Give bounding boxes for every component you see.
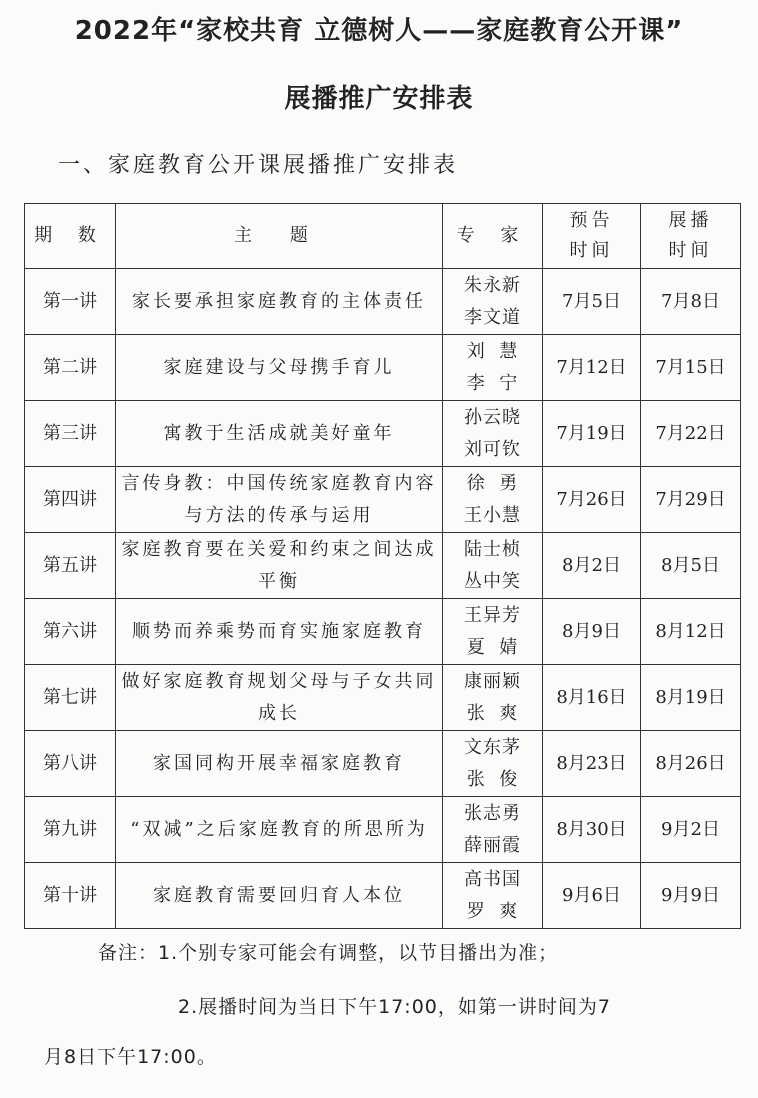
expert-name: 罗 爽 — [466, 900, 519, 922]
expert-name: 康丽颖 — [464, 670, 521, 692]
expert-name: 朱永新 — [464, 274, 521, 296]
topic-cell: 顺势而养乘势而育实施家庭教育 — [116, 599, 443, 665]
broadcast-time-cell: 7月15日 — [641, 335, 741, 401]
session-cell: 第七讲 — [25, 665, 116, 731]
table-header-row — [25, 204, 741, 269]
broadcast-time-cell: 7月22日 — [641, 401, 741, 467]
experts-cell — [443, 665, 543, 731]
topic-cell: 家庭教育需要回归育人本位 — [116, 863, 443, 929]
experts-cell — [443, 533, 543, 599]
session-cell: 第四讲 — [25, 467, 116, 533]
schedule-table — [24, 203, 741, 929]
topic-cell: 言传身教：中国传统家庭教育内容与方法的传承与运用 — [116, 467, 443, 533]
experts-cell — [443, 599, 543, 665]
preview-time-cell: 8月23日 — [543, 731, 641, 797]
session-cell: 第三讲 — [25, 401, 116, 467]
topic-cell: 寓教于生活成就美好童年 — [116, 401, 443, 467]
expert-name: 夏 婧 — [466, 636, 519, 658]
topic-cell: 家庭建设与父母携手育儿 — [116, 335, 443, 401]
preview-time-cell: 7月5日 — [543, 269, 641, 335]
session-cell: 第二讲 — [25, 335, 116, 401]
table-row — [25, 599, 741, 665]
table-row — [25, 533, 741, 599]
header-broadcast-time: 展播 时间 — [641, 204, 741, 269]
expert-name: 高书国 — [464, 868, 521, 890]
section-heading: 一、家庭教育公开课展播推广安排表 — [58, 153, 459, 178]
session-cell: 第六讲 — [25, 599, 116, 665]
expert-name: 王小慧 — [464, 504, 521, 526]
table-row — [25, 665, 741, 731]
session-cell: 第八讲 — [25, 731, 116, 797]
table-row — [25, 797, 741, 863]
session-cell: 第九讲 — [25, 797, 116, 863]
expert-name: 徐 勇 — [466, 472, 519, 494]
experts-cell — [443, 797, 543, 863]
preview-time-cell: 8月2日 — [543, 533, 641, 599]
topic-cell: 家庭教育要在关爱和约束之间达成平衡 — [116, 533, 443, 599]
expert-name: 文东茅 — [464, 736, 521, 758]
preview-time-cell: 8月16日 — [543, 665, 641, 731]
header-topic: 主 题 — [116, 204, 443, 269]
header-session: 期 数 — [25, 204, 116, 269]
preview-time-cell: 9月6日 — [543, 863, 641, 929]
preview-time-cell: 8月9日 — [543, 599, 641, 665]
broadcast-time-cell: 8月12日 — [641, 599, 741, 665]
table-row — [25, 731, 741, 797]
preview-time-cell: 7月12日 — [543, 335, 641, 401]
broadcast-time-cell: 9月9日 — [641, 863, 741, 929]
table-row — [25, 269, 741, 335]
expert-name: 张志勇 — [464, 802, 521, 824]
table-row — [25, 401, 741, 467]
note-2-line1: 2.展播时间为当日下午17:00，如第一讲时间为7 — [178, 996, 611, 1018]
expert-name: 李文道 — [464, 306, 521, 328]
document-title-line1: 2022年“家校共育 立德树人——家庭教育公开课” — [74, 16, 684, 46]
experts-cell — [443, 401, 543, 467]
broadcast-time-cell: 7月29日 — [641, 467, 741, 533]
header-preview-time: 预告 时间 — [543, 204, 641, 269]
session-cell: 第五讲 — [25, 533, 116, 599]
topic-cell: 家国同构开展幸福家庭教育 — [116, 731, 443, 797]
expert-name: 李 宁 — [466, 372, 519, 394]
preview-time-cell: 8月30日 — [543, 797, 641, 863]
expert-name: 张 爽 — [466, 702, 519, 724]
header-experts: 专 家 — [443, 204, 543, 269]
expert-name: 张 俊 — [466, 768, 519, 790]
preview-time-cell: 7月26日 — [543, 467, 641, 533]
note-1: 备注：1.个别专家可能会有调整，以节目播出为准； — [98, 942, 559, 964]
expert-name: 孙云晓 — [464, 406, 521, 428]
session-cell: 第十讲 — [25, 863, 116, 929]
expert-name: 薛丽霞 — [464, 834, 521, 856]
broadcast-time-cell: 8月5日 — [641, 533, 741, 599]
broadcast-time-cell: 8月19日 — [641, 665, 741, 731]
note-2-line2: 月8日下午17:00。 — [44, 1046, 217, 1068]
experts-cell — [443, 467, 543, 533]
table-row — [25, 335, 741, 401]
topic-cell: 做好家庭教育规划父母与子女共同成长 — [116, 665, 443, 731]
expert-name: 刘 慧 — [466, 340, 519, 362]
expert-name: 陆士桢 — [464, 538, 521, 560]
experts-cell — [443, 269, 543, 335]
table-row — [25, 467, 741, 533]
broadcast-time-cell: 9月2日 — [641, 797, 741, 863]
experts-cell — [443, 335, 543, 401]
expert-name: 刘可钦 — [464, 438, 521, 460]
topic-cell: “双减”之后家庭教育的所思所为 — [116, 797, 443, 863]
experts-cell — [443, 731, 543, 797]
session-cell: 第一讲 — [25, 269, 116, 335]
document-title-line2: 展播推广安排表 — [284, 84, 474, 114]
preview-time-cell: 7月19日 — [543, 401, 641, 467]
broadcast-time-cell: 8月26日 — [641, 731, 741, 797]
expert-name: 王异芳 — [464, 604, 521, 626]
broadcast-time-cell: 7月8日 — [641, 269, 741, 335]
table-row — [25, 863, 741, 929]
experts-cell — [443, 863, 543, 929]
expert-name: 丛中笑 — [464, 570, 521, 592]
topic-cell: 家长要承担家庭教育的主体责任 — [116, 269, 443, 335]
